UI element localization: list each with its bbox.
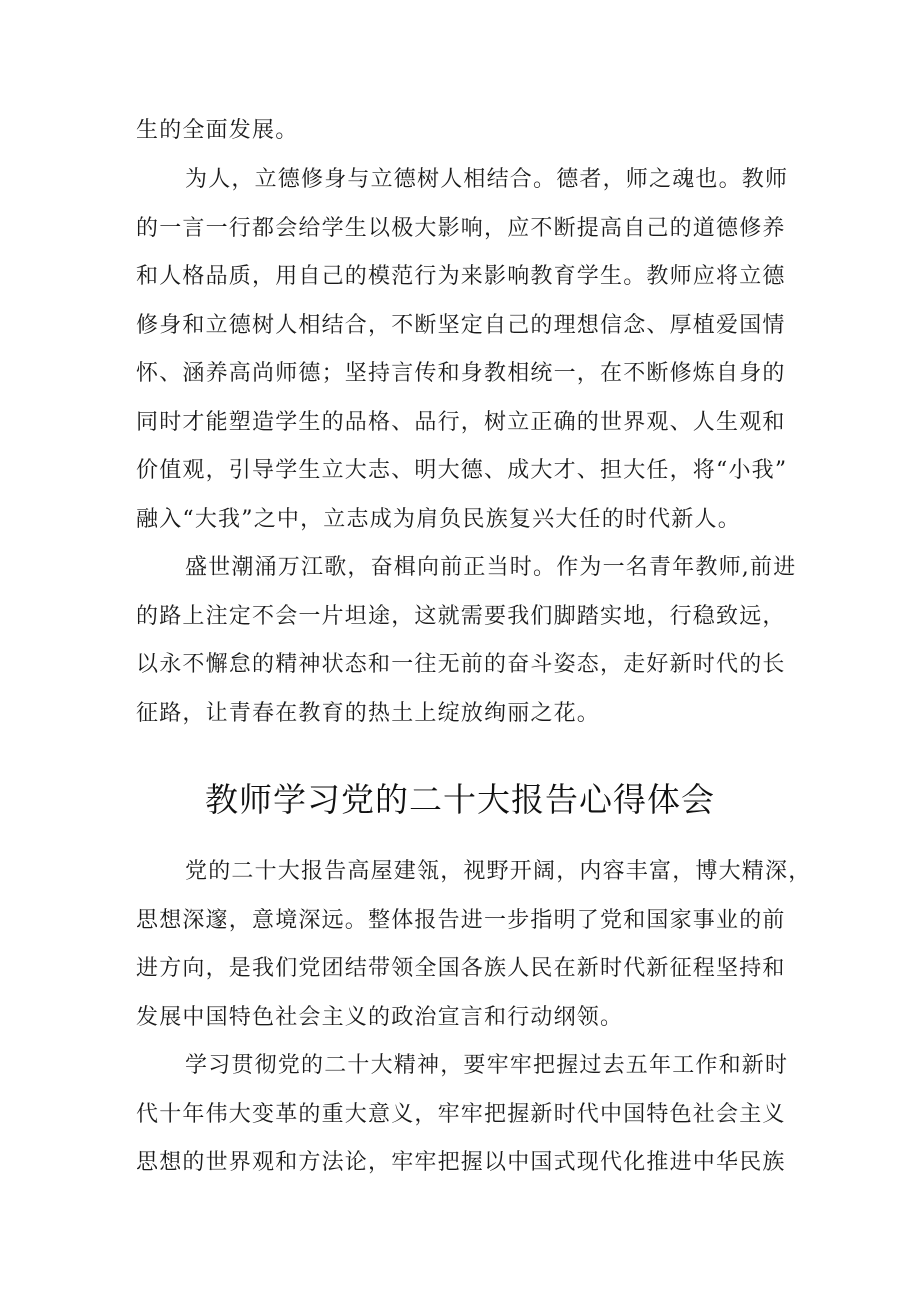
text-line: 怀、涵养高尚师德；坚持言传和身教相统一，在不断修炼自身的 [136, 361, 786, 386]
text-line: 为人，立德修身与立德树人相结合。德者，师之魂也。教师 [185, 167, 789, 192]
text-line: 进方向，是我们党团结带领全国各族人民在新时代新征程坚持和 [136, 956, 786, 981]
text-line: 修身和立德树人相结合，不断坚定自己的理想信念、厚植爱国情 [136, 313, 786, 338]
text-line: 和人格品质，用自己的模范行为来影响教育学生。教师应将立德 [136, 264, 786, 289]
text-line: 思想深邃，意境深远。整体报告进一步指明了党和国家事业的前 [136, 908, 786, 933]
text-line: 代十年伟大变革的重大意义，牢牢把握新时代中国特色社会主义 [136, 1102, 786, 1127]
text-line: 思想的世界观和方法论，牢牢把握以中国式现代化推进中华民族 [136, 1150, 786, 1175]
text-line: 党的二十大报告高屋建瓴，视野开阔，内容丰富，博大精深， [185, 859, 812, 884]
text-line: 发展中国特色社会主义的政治宣言和行动纲领。 [136, 1005, 624, 1030]
text-line: 融入“大我”之中，立志成为肩负民族复兴大任的时代新人。 [136, 507, 741, 532]
text-line: 价值观，引导学生立大志、明大德、成大才、担大任，将“小我” [136, 458, 788, 483]
text-line: 的一言一行都会给学生以极大影响，应不断提高自己的道德修养 [136, 216, 786, 241]
text-line: 的路上注定不会一片坦途，这就需要我们脚踏实地，行稳致远， [136, 604, 786, 629]
text-line: 征路，让青春在教育的热土上绽放绚丽之花。 [136, 701, 601, 726]
text-line: 以永不懈怠的精神状态和一往无前的奋斗姿态，走好新时代的长 [136, 652, 786, 677]
text-line: 盛世潮涌万江歌，奋楫向前正当时。作为一名青年教师,前进 [185, 555, 797, 580]
text-line: 学习贯彻党的二十大精神，要牢牢把握过去五年工作和新时 [185, 1053, 789, 1078]
text-line: 同时才能塑造学生的品格、品行，树立正确的世界观、人生观和 [136, 410, 786, 435]
text-line: 生的全面发展。 [136, 118, 299, 143]
section-title: 教师学习党的二十大报告心得体会 [205, 780, 715, 819]
